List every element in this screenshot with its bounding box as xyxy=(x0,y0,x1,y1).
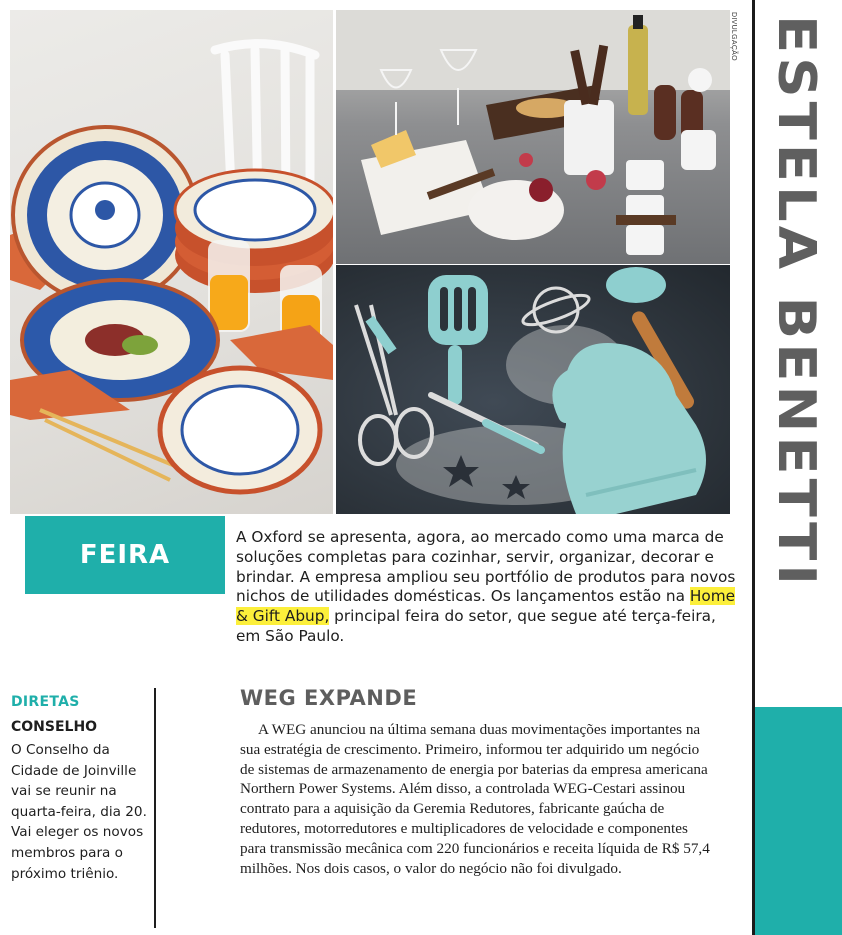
feira-text xyxy=(236,528,736,647)
feira-text-start: A Oxford se apresenta, agora, ao mercado como uma marca de soluções completas para cozinhar, servir, organizar, decorar e brindar. A empresa ampliou seu portfólio de produtos para novos nichos de utilidades domésticas. Os lançamentos estão na xyxy=(236,528,736,606)
feira-highlight: Home & Gift Abup, xyxy=(236,587,736,626)
columnist-name: ESTELA BENETTI xyxy=(766,15,827,590)
weg-title: WEG EXPANDE xyxy=(240,686,418,710)
feira-text-end: principal feira do setor, que segue até terça-feira, em São Paulo. xyxy=(236,607,716,645)
photo-kitchen-utensils xyxy=(336,265,730,514)
feira-label: FEIRA xyxy=(25,516,225,594)
weg-body: A WEG anunciou na última semana duas movimentações importantes na sua estratégia de crescimento. Primeiro, informou ter adquirido um negócio de sistemas de armazenamento de energia por baterias da empresa americana Northern Power Systems. Além disso, a controlada WEG-Cestari assinou contrato para a aquisição da Geremia Redutores, fabricante gaúcha de redutores, motorredutores e multiplicadores de velocidade e componentes para transmissão mecânica com 220 funcionários e receita líquida de R$ 57,4 milhões. Nos dois casos, o valor do negócio não foi divulgado. xyxy=(240,721,710,877)
diretas-kicker: DIRETAS xyxy=(11,694,80,710)
photo-credit: DIVULGAÇÃO xyxy=(730,12,737,61)
diretas-heading: CONSELHO xyxy=(11,719,98,735)
accent-bar xyxy=(755,707,842,935)
diretas-divider xyxy=(154,688,156,928)
diretas-body: O Conselho da Cidade de Joinville vai se reunir na quarta-feira, dia 20. Vai eleger os novos membros para o próximo triênio. xyxy=(11,742,147,882)
photo-kitchen-accessories xyxy=(336,10,730,264)
photo-tableware xyxy=(10,10,333,514)
